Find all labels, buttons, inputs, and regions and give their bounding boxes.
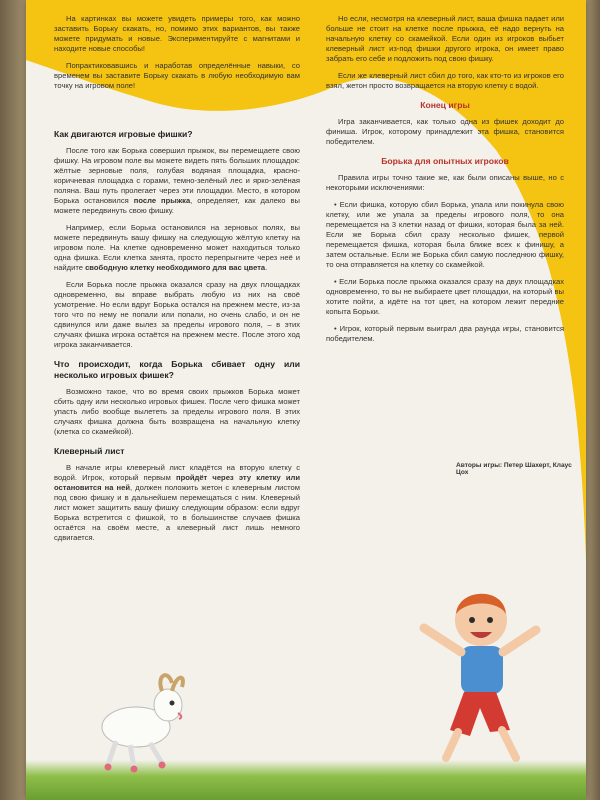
heading-advanced-players: Борька для опытных игроков xyxy=(381,156,509,166)
clover-return-paragraph: Если же клеверный лист сбил до того, как кто-то из игроков его взял, жетон просто возвращается на вторую клетку с водой. xyxy=(326,71,564,90)
intro xyxy=(54,14,300,91)
intro-paragraph-1: На картинках вы можете увидеть примеры того, как можно заставить Борьку скакать, но, помимо этих вариантов, вы также можете придумать и новые. Экспериментируйте с магнитами и находите новые способы! xyxy=(54,14,300,53)
authors-credit: Авторы игры: Петер Шахерт, Клаус Цох xyxy=(456,462,572,476)
rules-page xyxy=(26,0,586,800)
advanced-intro: Правила игры точно такие же, как были описаны выше, но с некоторыми исключениями: xyxy=(326,173,564,192)
clover-paragraph: В начале игры клеверный лист кладётся на вторую клетку с водой. Игрок, который первым пройдёт через эту клетку или остановится на ней, должен положить жетон с клеверным листом под свою фишку и в дальнейшем перемещаться с ним. Клеверный лист может защитить вашу фишку следующим образом: если вдруг Борька встретится с фишкой, то в большинстве случаев фишка остаётся на своём месте, а клеверный лист лишь немного сдвигается. xyxy=(54,463,301,542)
move-paragraph-1: После того как Борька совершил прыжок, вы перемещаете свою фишку. На игровом поле вы можете видеть пять больших площадок: жёлтые зерновые поля, голубая водяная площадка, красно-коричневая площадка с горами, темно-зелёный лес и ярко-зелёная поляна. Ваш путь пролегает через эти площадки. Место, в котором Борька остановился после прыжка, определяет, как далеко вы можете передвинуть свою фишку. xyxy=(54,146,300,215)
heading-how-pieces-move: Как двигаются игровые фишки? xyxy=(54,129,193,139)
goat-illustration xyxy=(76,665,196,775)
right-column xyxy=(326,14,564,351)
end-paragraph: Игра заканчивается, как только одна из фишек доходит до финиша. Игрок, которому принадлежит эта фишка, становится победителем. xyxy=(326,117,564,146)
advanced-rule-3: • Игрок, который первым выиграл два раунда игры, становится победителем. xyxy=(326,324,564,343)
intro-paragraph-2: Попрактиковавшись и наработав определённые навыки, со временем вы заставите Борьку скакать в любую необходимую вам точку на игровом поле! xyxy=(54,61,300,90)
heading-knocked-pieces: Что происходит, когда Борька сбивает одну или несколько игровых фишек? xyxy=(54,359,300,380)
background-wall-left xyxy=(0,0,26,800)
heading-clover-leaf: Клеверный лист xyxy=(54,446,125,456)
move-paragraph-2: Например, если Борька остановился на зерновых полях, вы можете передвинуть вашу фишку на следующую жёлтую клетку на игровом поле. На клетке одновременно может находиться только одна фишка. Если клетка занята, просто перепрыгните через неё и найдите свободную клетку необходимого для вас цвета. xyxy=(54,223,300,272)
advanced-rule-2: • Если Борька после прыжка оказался сразу на двух площадках одновременно, то вы не выбираете цвет площадки, на который вы хотите пойти, а идёте на тот цвет, на котором лежит передние копыта Борьки. xyxy=(326,277,564,316)
background-wall-right xyxy=(586,0,600,800)
move-paragraph-3: Если Борька после прыжка оказался сразу на двух площадках одновременно, вы вправе выбрать любую из них на своё усмотрение. Но если вдруг Борька остался на прежнем месте, из-за того что по нему не попали или попали, но очень слабо, и он не сдвинулся или даже вылез за пределы игрового поля, – в этих случаях фишка игрока остаётся на прежнем месте. После этого ход игрока заканчивается. xyxy=(54,280,300,349)
knock-paragraph: Возможно такое, что во время своих прыжков Борька может сбить одну или несколько игровых фишек. После чего фишка может упасть либо вообще вылететь за пределы игрового поля. В этих случаях фишка должна быть возвращена на начальную клетку (клетка со скамейкой). xyxy=(54,387,300,436)
left-column xyxy=(54,14,300,550)
heading-end-of-game: Конец игры xyxy=(420,100,470,110)
clover-continued-paragraph: Но если, несмотря на клеверный лист, ваша фишка падает или больше не стоит на клетке после прыжка, её надо вернуть на начальную клетку со скамейкой. Если один из игроков выбьет клеверный лист из-под фишки другого игрока, он имеет право забрать его себе и подложить под свою фишку. xyxy=(326,14,564,63)
boy-illustration xyxy=(406,580,556,780)
advanced-rule-1: • Если фишка, которую сбил Борька, упала или покинула свою клетку, или же упала за пределы игрового поля, то она перемещается на 3 клетки назад от фишки, которая была за ней. Если же Борька сбил сразу несколько фишек, первой перемещается фишка, которая была ближе всех к финишу, а затем остальные. Если же Борька сбил самую последнюю фишку, то она отправляется на клетку со скамейкой. xyxy=(326,200,564,269)
